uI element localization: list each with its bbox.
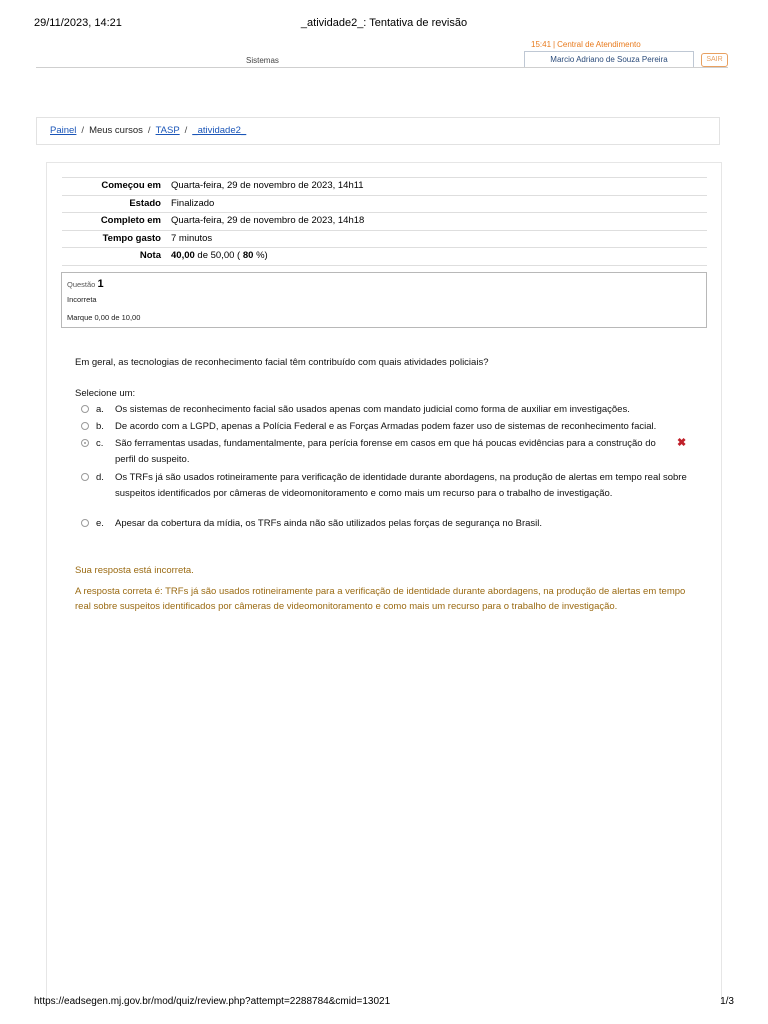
option-text: De acordo com a LGPD, apenas a Polícia Federal e as Forças Armadas podem fazer uso de sistemas de reconhecimento facial. — [115, 421, 657, 432]
user-name-box[interactable]: Marcio Adriano de Souza Pereira — [524, 51, 694, 68]
option-letter: b. — [96, 421, 104, 432]
server-time: 15:41 — [531, 40, 552, 49]
breadcrumb-atividade[interactable]: _atividade2_ — [192, 125, 247, 136]
summary-row-completed — [62, 212, 707, 230]
question-state: Incorreta — [67, 295, 97, 304]
option-letter: d. — [96, 472, 104, 483]
incorrect-x-icon: ✖ — [677, 437, 687, 449]
radio-button[interactable] — [81, 473, 89, 481]
attempt-summary-table — [62, 177, 707, 266]
feedback-correct-answer: A resposta correta é: TRFs já são usados rotineiramente para a verificação de identidade durante abordagens, na produção de alertas em tempo real sobre suspeitos identificados por câmeras de videomonitoramento e como mais um recurso para o trabalho de investigação. — [75, 586, 686, 612]
question-number-value: 1 — [97, 278, 104, 290]
summary-label: Tempo gasto — [102, 232, 161, 244]
answer-option-a[interactable] — [81, 402, 696, 418]
question-info-box — [61, 272, 707, 328]
feedback-result: Sua resposta está incorreta. — [75, 565, 194, 576]
summary-row-state — [62, 195, 707, 213]
question-label: Questão — [67, 280, 96, 289]
summary-label: Nota — [139, 250, 161, 261]
print-page-number: 1/3 — [720, 996, 734, 1007]
summary-label: Estado — [129, 197, 161, 209]
summary-label: Completo em — [100, 215, 161, 226]
question-mark: Marque 0,00 de 10,00 — [67, 313, 141, 322]
option-text: Os TRFs já são usados rotineiramente para verificação de identidade durante abordagens, na produção de alertas em tempo real sobre suspeitos identificados por câmeras de videomonitoramento e como mais um recurso para o trabalho de investigação. — [115, 472, 687, 499]
answer-option-d[interactable] — [81, 470, 696, 517]
summary-value: 7 minutos — [171, 232, 213, 244]
grade-suffix: %) — [256, 250, 268, 261]
answer-option-c[interactable] — [81, 436, 696, 468]
radio-button-selected[interactable] — [81, 439, 89, 447]
header-divider — [36, 67, 728, 68]
option-letter: e. — [96, 518, 104, 529]
answer-option-b[interactable] — [81, 419, 696, 435]
grade-score: 40,00 — [171, 250, 195, 261]
breadcrumb-painel[interactable]: Painel — [50, 125, 77, 136]
question-text: Em geral, as tecnologias de reconhecimento facial têm contribuído com quais atividades policiais? — [75, 357, 489, 368]
summary-row-started — [62, 177, 707, 195]
breadcrumb-tasp[interactable]: TASP — [155, 125, 180, 136]
option-text: São ferramentas usadas, fundamentalmente, para perícia forense em casos em que há poucas evidências para a construção do perfil do suspeito. — [115, 438, 656, 465]
summary-row-time-taken — [62, 230, 707, 248]
answer-prompt: Selecione um: — [75, 388, 136, 399]
radio-button[interactable] — [81, 405, 89, 413]
breadcrumb-meus-cursos: Meus cursos — [89, 125, 143, 136]
radio-button[interactable] — [81, 519, 89, 527]
radio-button[interactable] — [81, 422, 89, 430]
grade-percent: 80 — [242, 250, 254, 261]
summary-value: Finalizado — [171, 197, 215, 209]
support-link[interactable]: Central de Atendimento — [557, 40, 641, 49]
logout-button[interactable]: SAIR — [701, 53, 728, 67]
top-info — [531, 40, 641, 49]
summary-value: Quarta-feira, 29 de novembro de 2023, 14h18 — [171, 215, 365, 226]
print-page-title: _atividade2_: Tentativa de revisão — [300, 17, 468, 29]
separator: | — [553, 40, 556, 49]
summary-row-grade — [62, 247, 707, 266]
question-number — [67, 278, 104, 290]
summary-label: Começou em — [101, 180, 161, 191]
print-url: https://eadsegen.mj.gov.br/mod/quiz/review.php?attempt=2288784&cmid=13021 — [34, 996, 391, 1007]
systems-menu[interactable]: Sistemas — [246, 56, 279, 65]
breadcrumb-separator: / — [147, 125, 151, 136]
summary-value: Quarta-feira, 29 de novembro de 2023, 14h11 — [171, 180, 364, 191]
option-text: Apesar da cobertura da mídia, os TRFs ainda não são utilizados pelas forças de segurança no Brasil. — [115, 518, 543, 529]
grade-of: de 50,00 ( — [197, 250, 241, 261]
option-letter: a. — [96, 404, 104, 415]
print-datetime: 29/11/2023, 14:21 — [34, 17, 122, 29]
answer-option-e[interactable] — [81, 516, 696, 532]
grade-value — [171, 248, 268, 264]
option-text: Os sistemas de reconhecimento facial são usados apenas com mandato judicial como forma de auxiliar em investigações. — [115, 404, 630, 415]
breadcrumb — [50, 125, 246, 136]
option-letter: c. — [96, 438, 104, 449]
breadcrumb-separator: / — [184, 125, 188, 136]
breadcrumb-separator: / — [81, 125, 85, 136]
